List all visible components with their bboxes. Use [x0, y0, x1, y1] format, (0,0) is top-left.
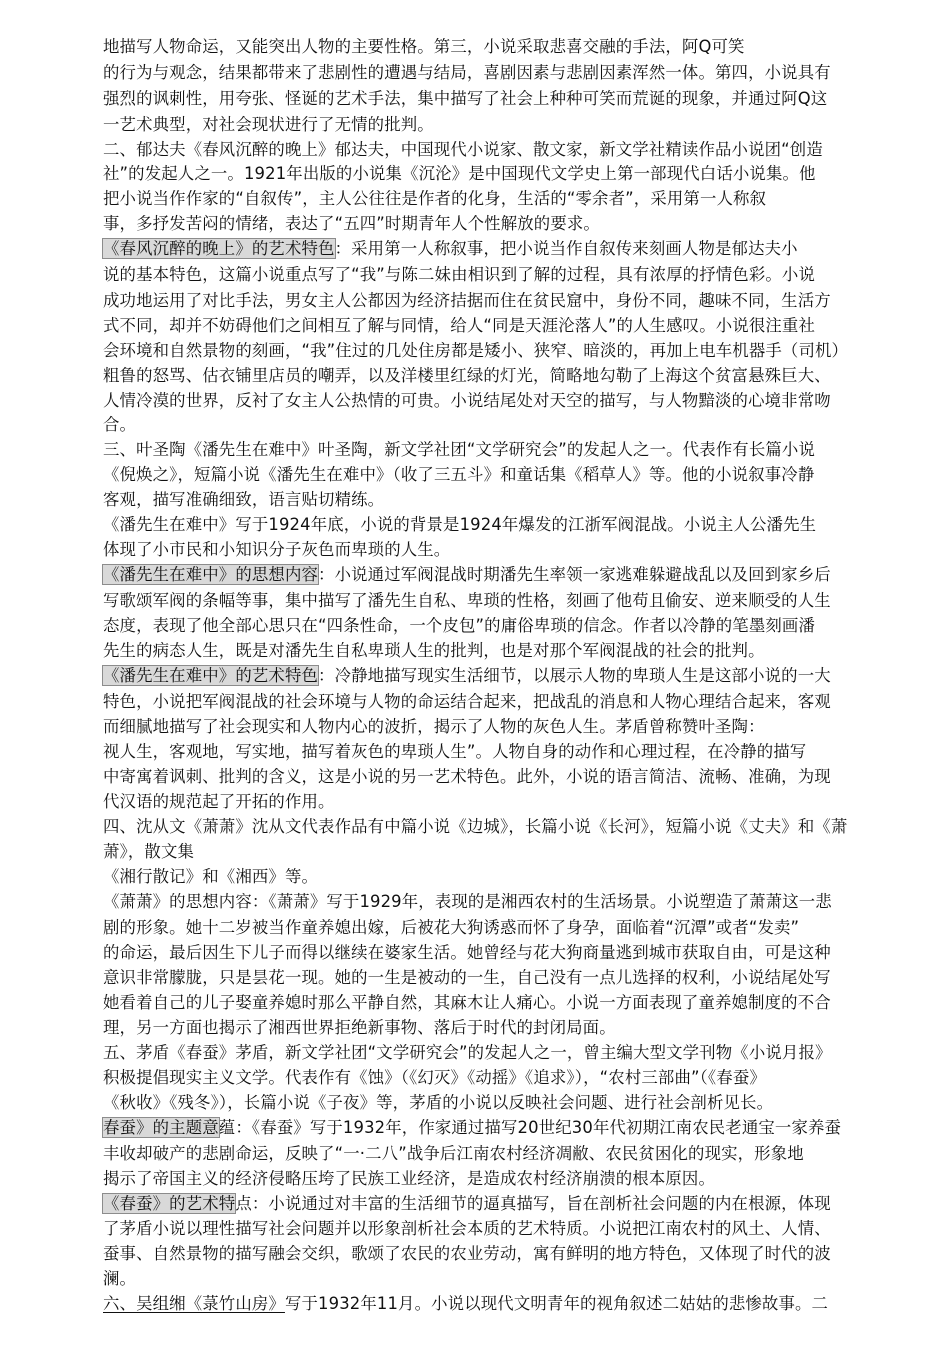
section-heading: 二、郁达夫《春风沉醉的晚上》郁达夫，中国现代小说家、散文家，新文学社精读作品小说团“创造 — [103, 140, 823, 159]
text-line: 《湘行散记》和《湘西》等。 — [103, 867, 319, 886]
text-line: 《潘先生在难中》写于1924年底，小说的背景是1924年爆发的江浙军阀混战。小说主人公潘先生 — [103, 515, 817, 534]
text-line: 代汉语的规范起了开拓的作用。 — [103, 792, 335, 811]
text-line: 式不同，却并不妨碍他们之间相互了解与同情，给人“同是天涯沦落人”的人生感叹。小说很注重社 — [103, 316, 815, 335]
text-line: 特色，小说把军阀混战的社会环境与人物的命运结合起来，把战乱的消息和人物心理结合起来，客观 — [103, 692, 831, 711]
text-line: 事，多抒发苦闷的情绪，表达了“五四”时期青年人个性解放的要求。 — [103, 214, 600, 233]
section-heading: 六、吴组缃《菉竹山房》写于1932年11月。小说以现代文明青年的视角叙述二姑姑的悲惨故事。二 — [103, 1294, 829, 1313]
text-line: 合。 — [103, 415, 137, 434]
text-line: 积极提倡现实主义文学。代表作有《蚀》（《幻灭》《动摇》《追求》），“农村三部曲”（《春蚕》 — [103, 1068, 766, 1087]
text-line: 成功地运用了对比手法，男女主人公都因为经济拮据而住在贫民窟中，身份不同，趣味不同，生活方 — [103, 291, 831, 310]
text-line: 地描写人物命运，又能突出人物的主要性格。第三，小说采取悲喜交融的手法，阿Q可笑 — [103, 37, 745, 56]
text-line: 理，另一方面也揭示了湘西世界拒绝新事物、落后于时代的封闭局面。 — [103, 1018, 616, 1037]
text-line: 态度，表现了他全部心思只在“四条性命，一个皮包”的庸俗卑琐的信念。作者以冷静的笔墨刻画潘 — [103, 616, 815, 635]
text-line: 了茅盾小说以理性描写社会问题并以形象剖析社会本质的艺术特质。小说把江南农村的风土、人情、 — [103, 1219, 831, 1238]
text-line: 客观，描写准确细致，语言贴切精练。 — [103, 490, 385, 509]
text-line: 视人生，客观地，写实地，描写着灰色的卑琐人生”。人物自身的动作和心理过程，在冷静的描写 — [103, 742, 807, 761]
highlighted-term: 《潘先生在难中》的思想内容 — [103, 565, 319, 584]
text-line: 人情冷漠的世界，反衬了女主人公热情的可贵。小说结尾处对天空的描写，与人物黯淡的心境非常吻 — [103, 391, 831, 410]
highlighted-term: 《春蚕》的艺术特 — [103, 1194, 236, 1213]
text-line: 体现了小市民和小知识分子灰色而卑琐的人生。 — [103, 540, 451, 559]
text-line: 澜。 — [103, 1269, 137, 1288]
text-line: 先生的病态人生，既是对潘先生自私卑琐人生的批判，也是对那个军阀混战的社会的批判。 — [103, 641, 765, 660]
text-line: 她看着自己的儿子娶童养媳时那么平静自然，其麻木让人痛心。小说一方面表现了童养媳制度的不合 — [103, 993, 831, 1012]
text-line: 中寄寓着讽刺、批判的含义，这是小说的另一艺术特色。此外，小说的语言简洁、流畅、准确，为现 — [103, 767, 831, 786]
text-line: 的命运，最后因生下儿子而得以继续在婆家生活。她曾经与花大狗商量逃到城市获取自由，可是这种 — [103, 943, 831, 962]
text-line: 粗鲁的怒骂、估衣铺里店员的嘲弄，以及洋楼里红绿的灯光，简略地勾勒了上海这个贫富悬殊巨大、 — [103, 366, 831, 385]
section-heading: 五、茅盾《春蚕》茅盾，新文学社团“文学研究会”的发起人之一，曾主编大型文学刊物《小说月报》 — [103, 1043, 832, 1062]
text-line: 的行为与观念，结果都带来了悲剧性的遭遇与结局，喜剧因素与悲剧因素浑然一体。第四，小说具有 — [103, 63, 831, 82]
highlighted-term: 春蚕》的主题意 — [103, 1118, 219, 1137]
text-line: 意识非常朦胧，只是昙花一现。她的一生是被动的一生，自己没有一点儿选择的权利，小说结尾处写 — [103, 968, 831, 987]
text-line: 《春风沉醉的晚上》的艺术特色：采用第一人称叙事，把小说当作自叙传来刻画人物是郁达夫小 — [103, 239, 798, 258]
text-line: 把小说当作作家的“自叙传”，主人公往往是作者的化身，生活的“零余者”，采用第一人称叙 — [103, 189, 767, 208]
text-line: 萧》，散文集 — [103, 842, 195, 861]
text-line: 揭示了帝国主义的经济侵略压垮了民族工业经济，是造成农村经济崩溃的根本原因。 — [103, 1169, 716, 1188]
text-line: 春蚕》的主题意蕴：《春蚕》写于1932年，作家通过描写20世纪30年代初期江南农民老通宝一家养蚕 — [103, 1118, 842, 1137]
text-line: 会环境和自然景物的刻画，“我”住过的几处住房都是矮小、狭窄、暗淡的，再加上电车机器手（司机） — [103, 341, 849, 360]
text-line: 说的基本特色，这篇小说重点写了“我”与陈二妹由相识到了解的过程，具有浓厚的抒情色彩。小说 — [103, 265, 815, 284]
text-line: 《潘先生在难中》的思想内容：小说通过军阀混战时期潘先生率领一家逃难躲避战乱以及回到家乡后 — [103, 565, 831, 584]
highlighted-term: 《潘先生在难中》的艺术特色 — [103, 666, 319, 685]
text-line: 蚕事、自然景物的描写融会交织，歌颂了农民的农业劳动，寓有鲜明的地方特色，又体现了时代的波 — [103, 1244, 831, 1263]
text-line: 剧的形象。她十二岁被当作童养媳出嫁，后被花大狗诱惑而怀了身孕，面临着“沉潭”或者“发卖” — [103, 918, 800, 937]
section-heading: 三、叶圣陶《潘先生在难中》叶圣陶，新文学社团“文学研究会”的发起人之一。代表作有长篇小说 — [103, 440, 815, 459]
text-line: 丰收却破产的悲剧命运，反映了“一·二八”战争后江南农村经济凋敝、农民贫困化的现实，形象地 — [103, 1144, 804, 1163]
text-line: 一艺术典型，对社会现状进行了无情的批判。 — [103, 115, 434, 134]
text-line: 《潘先生在难中》的艺术特色：冷静地描写现实生活细节，以展示人物的卑琐人生是这部小说的一大 — [103, 666, 831, 685]
text-line: 《春蚕》的艺术特点：小说通过对丰富的生活细节的逼真描写，旨在剖析社会问题的内在根源，体现 — [103, 1194, 831, 1213]
text-line: 社”的发起人之一。1921年出版的小说集《沉沦》是中国现代文学史上第一部现代白话小说集。他 — [103, 164, 816, 183]
text-line: 而细腻地描写了社会现实和人物内心的波折，揭示了人物的灰色人生。茅盾曾称赞叶圣陶： — [103, 717, 765, 736]
highlighted-term: 《春风沉醉的晚上》的艺术特色 — [103, 239, 335, 258]
text-line: 《秋收》《残冬》），长篇小说《子夜》等，茅盾的小说以反映社会问题、进行社会剖析见长。 — [103, 1093, 774, 1112]
text-line: 《倪焕之》，短篇小说《潘先生在难中》（收了三五斗》和童话集《稻草人》等。他的小说叙事冷静 — [103, 465, 815, 484]
text-line: 《萧萧》的思想内容：《萧萧》写于1929年，表现的是湘西农村的生活场景。小说塑造了萧萧这一悲 — [103, 892, 832, 911]
text-line: 强烈的讽刺性，用夸张、怪诞的艺术手法，集中描写了社会上种种可笑而荒诞的现象，并通过阿Q这 — [103, 89, 828, 108]
underlined-heading: 六、吴组缃《菉竹山房》 — [103, 1294, 285, 1313]
text-line: 写歌颂军阀的条幅等事，集中描写了潘先生自私、卑琐的性格，刻画了他苟且偷安、逆来顺受的人生 — [103, 591, 831, 610]
section-heading: 四、沈从文《萧萧》沈从文代表作品有中篇小说《边城》，长篇小说《长河》，短篇小说《丈夫》和《萧 — [103, 817, 848, 836]
